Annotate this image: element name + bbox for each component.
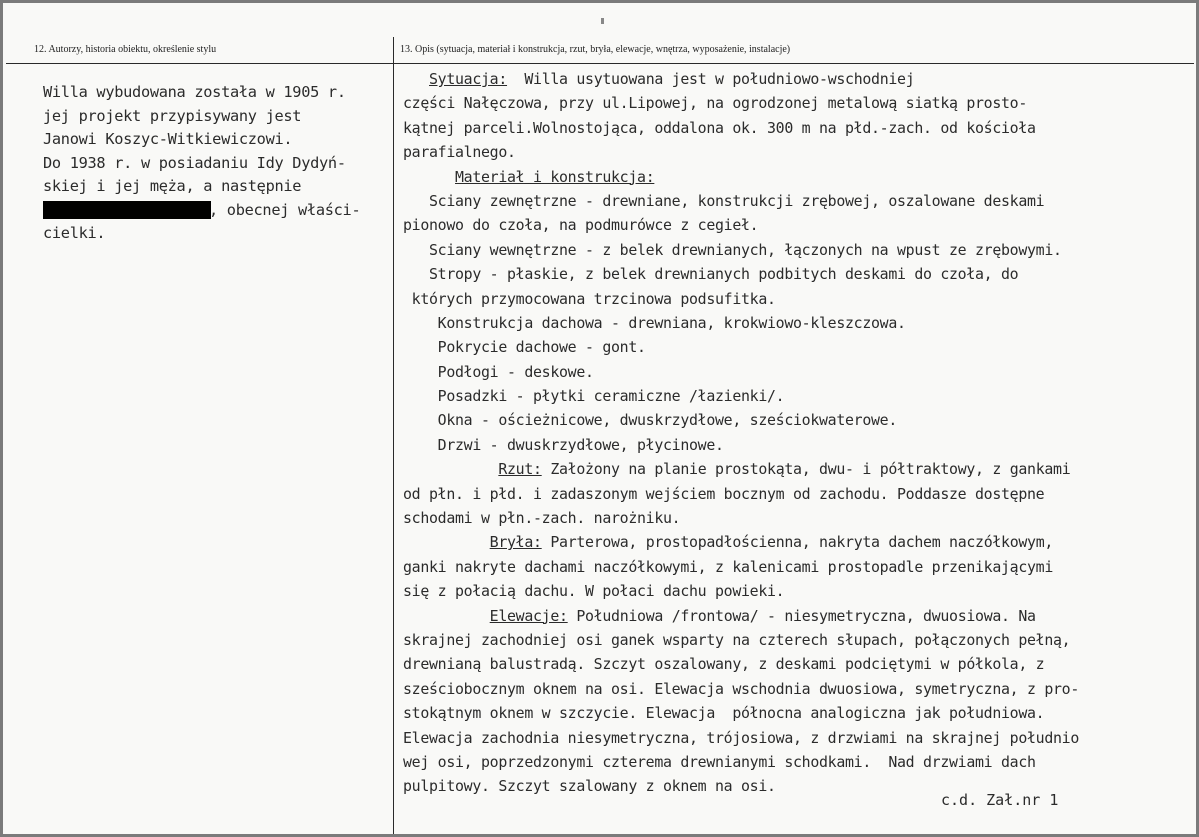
description-text [403,67,1198,799]
text-line: Do 1938 r. w posiadaniu Idy Dydyń- [43,153,346,172]
indent [403,70,429,88]
text-line: stokątnym oknem w szczycie. Elewacja północna analogiczna jak południowa. [403,704,1045,723]
document-sheet [3,3,1196,834]
text-line: Janowi Koszyc-Witkiewiczowi. [43,130,293,148]
text-line [43,199,393,223]
text-line: części Nałęczowa, przy ul.Lipowej, na ogrodzonej metalową siatką prosto- [403,94,1028,113]
text-line: sześciobocznym oknem na osi. Elewacja wschodnia dwuosiowa, symetryczna, z pro- [403,679,1080,698]
text-line: jej projekt przypisywany jest [43,106,302,125]
text-line: parafialnego. [403,143,516,162]
text-line [403,67,1198,91]
text-line: Okna - ościeżnicowe, dwuskrzydłowe, sześciokwaterowe. [403,411,898,430]
text-line: wej osi, poprzedzonymi czterema drewnianymi schodkami. Nad drzwiami dach [403,752,1036,771]
text-line: Drzwi - dwuskrzydłowe, płycinowe. [403,435,724,454]
text-line: od płn. i płd. i zadaszonym wejściem bocznym od zachodu. Poddasze dostępne [403,484,1045,503]
section-13-header: 13. Opis (sytuacja, materiał i konstrukcja, rzut, bryła, elewacje, wnętrza, wyposażenie, instalacje) [400,44,791,55]
scan-mark [601,18,604,24]
text-fragment: , obecnej właści- [209,200,361,219]
text-line: skrajnej zachodniej osi ganek wsparty na czterech słupach, połączonych pełną, [403,630,1071,649]
redaction-bar [43,201,211,219]
heading-elewacje: Elewacje: [489,606,568,625]
heading-rzut: Rzut: [498,460,542,479]
text-line: Podłogi - deskowe. [403,362,594,381]
continuation-reference: c.d. Zał.nr 1 [941,791,1059,809]
indent [403,533,490,551]
text-line: Willa wybudowana została w 1905 r. [43,83,346,101]
text-fragment: Założony na planie prostokąta, dwu- i półtraktowy, z gankami [541,460,1071,479]
heading-bryla: Bryła: [489,533,542,552]
authors-history-text [43,81,393,246]
text-line: których przymocowana trzcinowa podsufitka. [403,289,776,308]
text-line [403,530,1198,554]
text-line: Stropy - płaskie, z belek drewnianych podbitych deskami do czoła, do [403,265,1019,284]
heading-material: Materiał i konstrukcja: [455,167,655,186]
header-rule-left [6,63,393,64]
text-line: cielki. [43,224,106,242]
text-fragment: Południowa /frontowa/ - niesymetryczna, dwuosiowa. Na [567,606,1036,625]
text-line [403,604,1198,628]
text-line: pionowo do czoła, na podmurówce z cegieł. [403,216,759,235]
text-line: kątnej parceli.Wolnostojąca, oddalona ok. 300 m na płd.-zach. od kościoła [403,118,1036,137]
text-line: Posadzki - płytki ceramiczne /łazienki/. [403,387,785,406]
text-fragment: Willa usytuowana jest w południowo-wschodniej [507,70,915,88]
heading-sytuacja: Sytuacja: [429,70,508,88]
text-line: się z połacią dachu. W połaci dachu powieki. [403,582,785,601]
text-fragment: Parterowa, prostopadłościenna, nakryta dachem naczółkowym, [541,533,1054,552]
column-divider [393,37,394,834]
text-line: Elewacja zachodnia niesymetryczna, trójosiowa, z drzwiami na skrajnej południo [403,728,1080,747]
text-line [403,165,1198,189]
text-line: drewnianą balustradą. Szczyt oszalowany, z deskami podciętymi w półkola, z [403,655,1045,674]
text-line: Pokrycie dachowe - gont. [403,338,646,357]
text-line: pulpitowy. Szczyt szalowany z oknem na osi. [403,777,776,796]
header-rule-right [394,63,1194,64]
text-line: ganki nakryte dachami naczółkowymi, z kalenicami prostopadle przenikającymi [403,557,1054,576]
indent [403,168,455,186]
text-line: Konstrukcja dachowa - drewniana, krokwiowo-kleszczowa. [403,313,906,332]
text-line: Sciany zewnętrzne - drewniane, konstrukcji zrębowej, oszalowane deskami [403,191,1045,210]
text-line [403,457,1198,481]
text-line: Sciany wewnętrzne - z belek drewnianych, łączonych na wpust ze zrębowymi. [403,240,1062,259]
text-line: schodami w płn.-zach. narożniku. [403,509,681,528]
indent [403,607,490,625]
indent [403,460,498,478]
text-line: skiej i jej męża, a następnie [43,177,302,195]
section-12-header: 12. Autorzy, historia obiektu, określenie stylu [34,44,217,55]
